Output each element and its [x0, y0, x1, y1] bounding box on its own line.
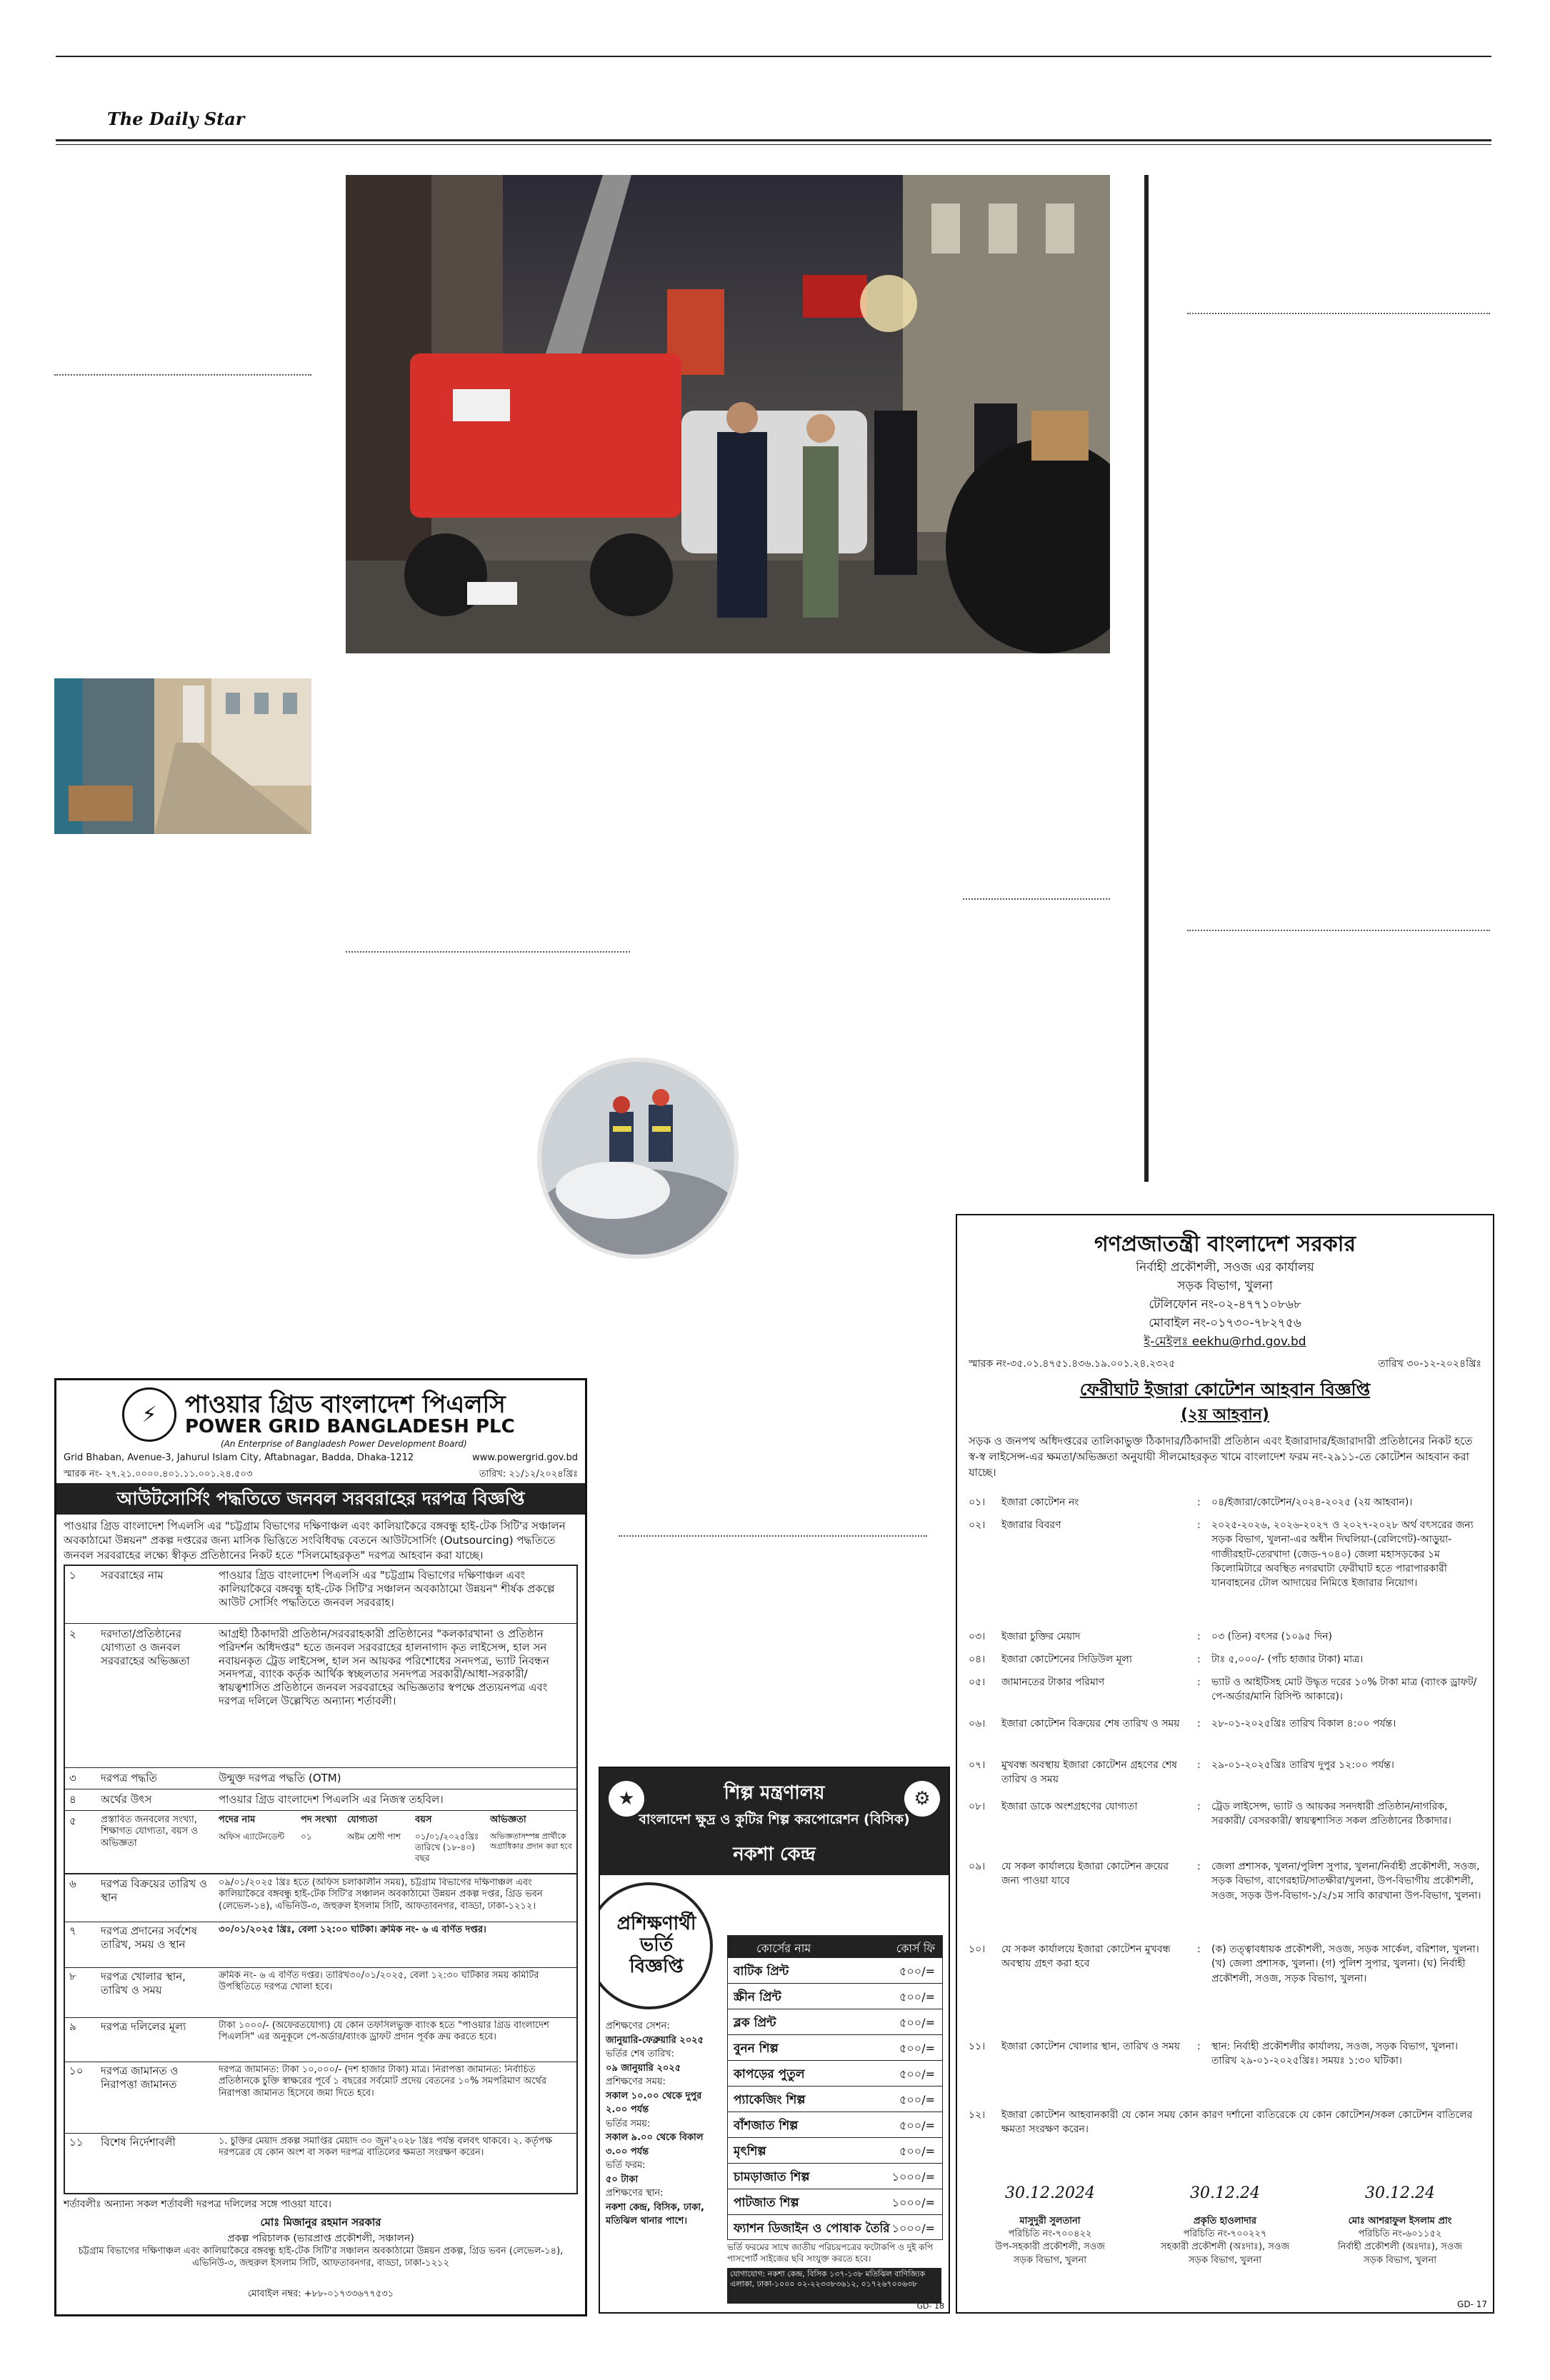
course-name: মৃৎশিল্প [734, 2144, 766, 2159]
powergrid-row-3-value: উন্মুক্ত দরপত্র পদ্ধতি (OTM) [219, 1772, 341, 1784]
powergrid-address: Grid Bhaban, Avenue-3, Jahurul Islam City, Aftabnagar, Badda, Dhaka-1212 [64, 1452, 414, 1463]
signature-id: পরিচিতি নং-৭০০২২৭ [1183, 2229, 1267, 2240]
bscic-note-line: ভর্তির সময়: [606, 2118, 651, 2129]
rhd-item-key: যে সকল কার্যালয়ে ইজারা কোটেশন মুখবন্ধ অবস্থায় গ্রহণ করা হবে [1001, 1944, 1171, 1970]
bscic-col-course: কোর্সের নাম [756, 1942, 811, 1955]
signature-scrawl: 30.12.24 [1365, 2184, 1435, 2202]
bscic-note-line: জানুয়ারি-ফেব্রুয়ারি ২০২৫ [606, 2034, 704, 2046]
signature-name: প্রকৃতি হাওলাদার [1193, 2216, 1257, 2226]
course-row [728, 2163, 942, 2189]
rhd-item-number: ০৪। [969, 1654, 986, 1665]
rhd-item [969, 1942, 1481, 2035]
staff-header-experience: অভিজ্ঞতা [490, 1814, 526, 1825]
powergrid-logo: ⚡ [122, 1387, 176, 1442]
rhd-item-number: ০৩। [969, 1631, 986, 1642]
staff-experience: অভিজ্ঞতাসম্পন্ন প্রার্থীকে অগ্রাধিকার প্রদান করা হবে [490, 1832, 572, 1851]
staff-header-post: পদের নাম [219, 1814, 256, 1825]
rhd-notice-title [957, 1377, 1493, 1405]
powergrid-table-1 [64, 1565, 578, 1874]
course-fee: ৫০০/= [899, 2093, 935, 2107]
course-name: স্ক্রীন প্রিন্ট [734, 1990, 781, 2004]
powergrid-row-1-num: ১ [69, 1569, 76, 1582]
course-name: চামড়াজাত শিল্প [734, 2170, 810, 2184]
powergrid-row-1-value: পাওয়ার গ্রিড বাংলাদেশ পিএলসি এর "চট্টগ্রাম বিভাগের দক্ষিণাঞ্চল এবং কালিয়াকৈরে বঙ্গবন্ধু হাই-টেক সিটি'র সঞ্চালন অবকাঠামো উন্নয়ন" শীর্ষক প্রকল্পে আউট সোর্সিং পদ্ধতিতে জনবল সরবরাহ। [219, 1569, 555, 1609]
rhd-item-colon: : [1197, 1631, 1201, 1642]
bscic-logo: ⚙ [904, 1781, 940, 1817]
rhd-intro: সড়ক ও জনপথ অধিদপ্তরের তালিকাভুক্ত ঠিকাদার/ঠিকাদারী প্রতিষ্ঠান এবং ইজারাদার/ইজারাদারী প্রতিষ্ঠানের নিকট হতে স্ব-স্ব লাইসেন্স-এর ক্ষমতা/অভিজ্ঞতা অনুযায়ী সীলমোহরকৃত খামে বাংলাদেশ ফরম নং-২৯১১-তে কোটেশন আহবান করা যাচ্ছে। [969, 1435, 1473, 1479]
staff-header-count: পদ সংখ্যা [301, 1814, 337, 1825]
signature-office: সড়ক বিভাগ, খুলনা [1013, 2254, 1087, 2266]
separator-mid [963, 898, 1110, 900]
bscic-course-table [727, 1935, 943, 2240]
powergrid-table-2 [64, 1873, 578, 2194]
signature-role: নির্বাহী প্রকৌশলী (অঃদাঃ), সওজ [1337, 2241, 1463, 2253]
street-photo [54, 678, 311, 834]
street-photo-image [54, 678, 311, 834]
bscic-govt-logo: ★ [609, 1781, 644, 1817]
bscic-corp: বাংলাদেশ ক্ষুদ্র ও কুটির শিল্প করপোরেশন (বিসিক) [639, 1812, 910, 1827]
rhd-signature-block [964, 2172, 1136, 2267]
rhd-code: GD- 17 [1457, 2299, 1487, 2309]
powergrid-row-11-value: ১. চুক্তির মেয়াদ প্রকল্প সমাপ্তির মেয়াদ ৩০ জুন'২০২৮ খ্রিঃ পর্যন্ত বলবৎ থাকবে। ২. কর্তৃপক্ষ দরপত্রের যে কোন অংশ বা সকল দরপত্র বাতিলের ক্ষমতা সংরক্ষণ করেন। [219, 2136, 553, 2159]
rhd-item-value: ট্রেড লাইসেন্স, ভ্যাট ও আয়কর সনদধারী প্রতিষ্ঠান/নাগরিক, সরকারী/ বেসরকারী/ স্বায়ত্বশাসিত সকল প্রতিষ্ঠানের ঠিকাদার। [1211, 1801, 1451, 1827]
rhd-item [969, 1630, 1481, 1648]
powergrid-name-bn: পাওয়ার গ্রিড বাংলাদেশ পিএলসি [185, 1390, 506, 1419]
rhd-item [969, 1652, 1481, 1671]
rhd-item-value: টাঃ ৫,০০০/- (পাঁচ হাজার টাকা) মাত্র। [1211, 1654, 1364, 1665]
rhd-item-value: ভ্যাট ও আইটিসহ মোট উদ্ধৃত দরের ১০% টাকা মাত্র (ব্যাংক ড্রাফট/পে-অর্ডার/মানি রিসিপ্ট আকারে)। [1211, 1677, 1477, 1703]
course-fee: ৫০০/= [899, 2067, 935, 2081]
staff-post: অফিস এ্যাটেনডেন্ট [219, 1832, 285, 1842]
powergrid-row-8-value: ক্রমিক নং- ৬ এ বর্ণিত দপ্তর। তারিখ৩০/০১/২০২৫, বেলা ১২:৩০ ঘটিকার সময় কমিটির উপস্থিতিতে দরপত্র খোলা হবে। [219, 1970, 539, 1993]
rhd-item-key: জামানতের টাকার পরিমাণ [1001, 1677, 1105, 1688]
course-fee: ৫০০/= [899, 1990, 935, 2004]
powergrid-tagline: (An Enterprise of Bangladesh Power Development Board) [221, 1439, 467, 1449]
bscic-code: GD- 18 [916, 2301, 944, 2311]
course-name: প্যাকেজিং শিল্প [734, 2093, 806, 2107]
bscic-note-line: প্রশিক্ষণের সেশন: [606, 2021, 670, 2032]
powergrid-ad [54, 1378, 587, 2316]
rhd-item-number: ১১। [969, 2041, 986, 2052]
divider [65, 1623, 576, 1624]
course-row [728, 2086, 942, 2112]
powergrid-sign-phone: মোবাইল নম্বর: +৮৮-০১৭৩৩৬৭৭৫৩১ [247, 2289, 394, 2299]
course-fee: ১০০০/= [891, 2196, 935, 2209]
rhd-item [969, 1675, 1481, 1712]
signature-office: সড়ক বিভাগ, খুলনা [1188, 2254, 1262, 2266]
rhd-item-key: ইজারা কোটেশনের সিডিউল মূল্য [1001, 1654, 1132, 1665]
powergrid-footnote: শর্তাবলীঃ অন্যান্য সকল শর্তাবলী দরপত্র দলিলের সঙ্গে পাওয়া যাবে। [64, 2199, 331, 2210]
course-fee: ১০০০/= [891, 2221, 935, 2235]
rhd-item-colon: : [1197, 1801, 1201, 1812]
bscic-table-head [728, 1936, 942, 1957]
course-fee: ৫০০/= [899, 1964, 935, 1978]
masthead-rule-2 [56, 144, 1491, 145]
bscic-note-line: ভর্তি ফরম: [606, 2160, 646, 2171]
rhd-item-number: ১০। [969, 1944, 986, 1955]
signature-scrawl: 30.12.24 [1190, 2184, 1260, 2202]
course-fee: ১০০০/= [891, 2170, 935, 2184]
powergrid-row-7-value: ৩০/০১/২০২৫ খ্রিঃ, বেলা ১২:০০ ঘটিকা। ক্রমিক নং- ৬ এ বর্ণিত দপ্তর। [219, 1924, 486, 1935]
rhd-item-value: (ক) তত্ত্বাবধায়ক প্রকৌশলী, সওজ, সড়ক সার্কেল, বরিশাল, খুলনা। (খ) জেলা প্রশাসক, খুলনা। (গ) পুলিশ সুপার, খুলনা। (ঘ) নির্বাহী প্রকৌশলী, সওজ, সড়ক বিভাগ, খুলনা। [1211, 1944, 1479, 1984]
signature-office: সড়ক বিভাগ, খুলনা [1363, 2254, 1437, 2266]
separator-right-1 [1187, 313, 1490, 314]
powergrid-name-en: POWER GRID BANGLADESH PLC [185, 1416, 515, 1437]
rhd-line-5: ই-মেইলঃ eekhu@rhd.gov.bd [1144, 1335, 1306, 1349]
powergrid-row-8-label: দরপত্র খোলার স্থান, তারিখ ও সময় [101, 1970, 186, 1997]
rhd-item-number: ০৫। [969, 1677, 986, 1688]
rhd-memo: স্মারক নং-৩৫.০১.৪৭৫১.৪৩৬.১৯.০০১.২৪.২৩২৫ [969, 1358, 1176, 1370]
masthead-logo: The Daily Star [107, 109, 245, 129]
separator-left [54, 374, 311, 376]
signature-name: মাসুদুরী সুলতানা [1019, 2216, 1081, 2226]
course-row [728, 2060, 942, 2087]
rhd-item-colon: : [1197, 1944, 1201, 1955]
staff-header-age: বয়স [415, 1814, 432, 1825]
powergrid-row-4-value: পাওয়ার গ্রিড বাংলাদেশ পিএলসি এর নিজস্ব তহবিল। [219, 1793, 444, 1806]
divider [65, 1767, 576, 1768]
rhd-item-value: জেলা প্রশাসক, খুলনা/পুলিশ সুপার, খুলনা/নির্বাহী প্রকৌশলী, সওজ, সড়ক বিভাগ, বাগেরহাট/সাতক্ষীরা/খুলনা, উপ-বিভাগীয় প্রকৌশলী, সওজ, সড়ক উপ-বিভাগ-১/২/১ম সাবি কারখানা উপ-বিভাগ, খুলনা। [1211, 1861, 1481, 1902]
powergrid-row-10-value: দরপত্র জামানত: টাকা ১০,০০০/- (দশ হাজার টাকা) মাত্র। নিরাপত্তা জামানত: নির্বাচিত প্রতিষ্ঠানকে চুক্তি স্বাক্ষরের পূর্বে ১ বছরের সর্বমোট প্রদেয় বেতনের ১০% সমপরিমাণ অর্থের নিরাপত্তা জামানত হিসেবে জমা দিতে হবে। [219, 2064, 546, 2099]
separator-ad-gap [619, 1535, 927, 1537]
powergrid-row-10-num: ১০ [69, 2064, 84, 2077]
rhd-item-colon: : [1197, 1718, 1201, 1729]
course-row [728, 2034, 942, 2061]
powergrid-row-6-value: ০৯/০১/২০২৫ খ্রিঃ হতে (অফিস চলাকালীন সময়), চট্টগ্রাম বিভাগের দক্ষিণাঞ্চল এবং কালিয়াকৈরে বঙ্গবন্ধু হাই-টেক সিটি'র সঞ্চালন অবকাঠামো উন্নয়ন প্রকল্প দপ্তর, গ্রিড ভবন (লেভেল-১৪), এভিনিউ-৩, জহুরুল ইসলাম সিটি, আফতাবনগর, বাড্ডা, ঢাকা-১২১২। [219, 1877, 543, 1912]
rhd-notice-sub-text: (২য় আহবান) [1180, 1406, 1269, 1424]
bscic-badge-text: প্রশিক্ষণার্থী ভর্তি বিজ্ঞপ্তি [616, 1913, 696, 1977]
rhd-item [969, 1518, 1481, 1625]
separator-right-2 [1187, 930, 1490, 931]
signature-scrawl: 30.12.2024 [1005, 2184, 1095, 2202]
rhd-item-key: ইজারা কোটেশন নং [1001, 1497, 1079, 1508]
rhd-item-value: ২৯-০১-২০২৫খ্রিঃ তারিখ দুপুর ১২:০০ পর্যন্ত। [1211, 1759, 1394, 1771]
rhd-item [969, 1495, 1481, 1514]
bscic-contact: যোগাযোগ: নকশা কেন্দ্র, বিসিক ১৩৭-১৩৮ মতিঝিল বাণিজ্যিক এলাকা, ঢাকা-১০০০ ০২-২২৩৩৮৩৬১২, ০১৭২৬৭০০৬৩৮ [727, 2268, 941, 2304]
powergrid-row-4-num: ৪ [69, 1793, 76, 1806]
rhd-item-key: ইজারা চুক্তির মেয়াদ [1001, 1631, 1081, 1642]
bscic-ad [599, 1767, 950, 2314]
rhd-item-value: ২০২৫-২০২৬, ২০২৬-২০২৭ ও ২০২৭-২০২৮ অর্থ বৎসরের জন্য সড়ক বিভাগ, খুলনা-এর অধীন দিঘলিয়া-(রেলিগেট)-আড়ুয়া-গাজীরহাট-তেরখাদা (জেড-৭০৪০) জেলা মহাসড়কের ১ম কিলোমিটারে অবস্থিত নগরঘাটা ফেরীঘাট হতে পারাপারকারী যানবাহনের টোল আদায়ের নিমিত্তে ইজারার নিয়োগ। [1211, 1520, 1474, 1590]
rhd-item-number: ১২। [969, 2109, 986, 2121]
rhd-notice-title-text: ফেরীঘাট ইজারা কোটেশন আহবান বিজ্ঞপ্তি [1079, 1380, 1371, 1400]
powergrid-row-8-num: ৮ [69, 1970, 76, 1983]
course-fee: ৫০০/= [899, 2144, 935, 2158]
rhd-item [969, 1758, 1481, 1795]
rhd-line-3: টেলিফোন নং-০২-৪৭৭১০৮৬৮ [1149, 1297, 1301, 1312]
rhd-item-colon: : [1197, 1677, 1201, 1688]
rhd-item-value: স্থান: নির্বাহী প্রকৌশলীর কার্যালয়, সওজ, সড়ক বিভাগ, খুলনা। তারিখ ২৯-০১-২০২৫খ্রিঃ। সময়ঃ ১:৩০ ঘটিকা। [1211, 2041, 1459, 2067]
bscic-col-fee: কোর্স ফি [896, 1942, 935, 1955]
bscic-left-notes [606, 2019, 720, 2229]
powergrid-row-9-value: টাকা ১০০০/- (অফেরতযোগ্য) যে কোন তফসিলভুক্ত ব্যাংক হতে "পাওয়ার গ্রিড বাংলাদেশ পিএলসি" এর অনুকূলে পে-অর্ডার/ব্যাংক ড্রাফট প্রদান পূর্বক ক্রয় করতে হবে। [219, 2020, 549, 2043]
course-name: কাপড়ের পুতুল [734, 2067, 805, 2082]
rhd-item-value: ০৪/ইজারা/কোটেশন/২০২৪-২০২৫ (২য় আহবান)। [1211, 1497, 1413, 1508]
rhd-item-key: ইজারা ডাকে অংশগ্রহণের যোগ্যতা [1001, 1801, 1138, 1812]
rhd-signature-block [1139, 2172, 1311, 2267]
rhd-item [969, 1799, 1481, 1855]
powergrid-row-3-num: ৩ [69, 1772, 76, 1784]
rhd-item-number: ০২। [969, 1520, 986, 1531]
powergrid-row-2-num: ২ [69, 1627, 76, 1640]
course-name: বাটিক প্রিন্ট [734, 1964, 789, 1979]
firefighter-photo-image [541, 1062, 734, 1255]
signature-id: পরিচিতি নং-৬০১১৫২ [1358, 2229, 1442, 2240]
rhd-notice-sub [957, 1402, 1493, 1429]
staff-qualification: অষ্টম শ্রেণী পাশ [347, 1832, 401, 1842]
course-fee: ৫০০/= [899, 2016, 935, 2029]
bscic-center: নকশা কেন্দ্র [733, 1844, 816, 1865]
course-name: পাটজাত শিল্প [734, 2196, 799, 2210]
staff-count: ০১ [301, 1832, 312, 1842]
rhd-item [969, 2039, 1481, 2104]
rhd-item-key: ইজারা কোটেশন খোলার স্থান, তারিখ ও সময় [1001, 2041, 1181, 2052]
powergrid-intro: পাওয়ার গ্রিড বাংলাদেশ পিএলসি এর "চট্টগ্রাম বিভাগের দক্ষিণাঞ্চল এবং কালিয়াকৈরে বঙ্গবন্ধু হাই-টেক সিটি'র সঞ্চালন অবকাঠামো উন্নয়ন" প্রকল্প দপ্তরের জন্য মাসিক ভিত্তিতে সংবিধিবদ্ধ বেতনে আউটসোর্সিং (Outsourcing) পদ্ধতিতে জনবল সরবরাহের লক্ষ্যে স্বীকৃত প্রতিষ্ঠানের নিকট হতে "সিলমোহরকৃত" দরপত্র আহবান করা যাচ্ছে। [64, 1520, 566, 1562]
staff-age: ০১/০১/২০২৫খ্রিঃ তারিখে (১৮-৪০) বছর [415, 1832, 479, 1863]
powergrid-sign-name: মোঃ মিজানুর রহমান সরকার [260, 2216, 381, 2229]
column-rule [1144, 175, 1149, 1182]
rhd-item-value: ০৩ (তিন) বৎসর (১০৯৫ দিন) [1211, 1631, 1333, 1642]
course-name: ফ্যাশন ডিজাইন ও পোষাক তৈরি [734, 2221, 890, 2236]
rhd-item-colon: : [1197, 1861, 1201, 1872]
divider [65, 1810, 576, 1811]
powergrid-row-6-num: ৬ [69, 1877, 76, 1890]
powergrid-row-2-value: আগ্রহী ঠিকাদারী প্রতিষ্ঠান/সরবরাহকারী প্রতিষ্ঠানের "কলকারখানা ও প্রতিষ্ঠান পরিদর্শন অধিদপ্তর" হতে জনবল সরবরাহের হালনাগাদ কৃত লাইসেন্স, হাল সন নবায়নকৃত ট্রেড লাইসেন্স, হাল সন আয়কর পরিশোধের সনদপত্র, ভ্যাট নিবন্ধন সনদপত্র, ব্যাংক কর্তৃক আর্থিক স্বচ্ছলতার সনদপত্র সরকারী/আধা-সরকারী/স্বায়ত্বশাসিত প্রতিষ্ঠানে জনবল সরবরাহের অভিজ্ঞতার স্বপক্ষে প্রত্যয়নপত্র এবং দরপত্র দলিলে উল্লেখিত অন্যান্য শর্তাবলী। [219, 1627, 549, 1707]
main-photo [346, 175, 1110, 653]
rhd-signatures [957, 2172, 1493, 2301]
powergrid-row-4-label: অর্থের উৎস [101, 1793, 152, 1806]
signature-id: পরিচিতি নং-৭০০৪২২ [1008, 2229, 1092, 2240]
top-rule [56, 56, 1491, 57]
powergrid-row-5-label: প্রস্তাবিত জনবলের সংখ্যা, শিক্ষাগত যোগ্যতা, বয়স ও অভিজ্ঞতা [101, 1814, 198, 1849]
rhd-line-4: মোবাইল নং-০১৭৩০-৭৮২৭৫৬ [1149, 1316, 1301, 1330]
rhd-item-colon: : [1197, 1497, 1201, 1508]
bscic-note-line: ৫০ টাকা [606, 2174, 639, 2185]
bscic-header [600, 1768, 949, 1875]
signature-role: উপ-সহকারী প্রকৌশলী, সওজ [995, 2241, 1105, 2253]
bscic-note: ভর্তি ফরমের সাথে জাতীয় পরিচয়পত্রের ফটোকপি ও দুই কপি পাসপোর্ট সাইজের ছবি সংযুক্ত করতে হবে। [727, 2242, 934, 2264]
rhd-item-value: ২৮-০১-২০২৫খ্রিঃ তারিখ বিকাল ৪:০০ পর্যন্ত। [1211, 1718, 1396, 1729]
powergrid-row-10-label: দরপত্র জামানত ও নিরাপত্তা জামানত [101, 2064, 179, 2091]
rhd-item-colon: : [1197, 1759, 1201, 1771]
course-row [728, 1957, 942, 1984]
rhd-item [969, 1717, 1481, 1754]
powergrid-title: আউটসোর্সিং পদ্ধতিতে জনবল সরবরাহের দরপত্র বিজ্ঞপ্তি [56, 1483, 585, 1515]
rhd-item-key: ইজারার বিবরণ [1001, 1520, 1061, 1531]
rhd-ad [956, 1214, 1494, 2314]
bscic-note-line: নকশা কেন্দ্র, বিসিক, ঢাকা, মতিঝিল থানার পাশে। [606, 2201, 704, 2226]
bscic-badge [599, 1882, 713, 2009]
powergrid-row-6-label: দরপত্র বিক্রয়ের তারিখ ও স্থান [101, 1877, 207, 1904]
bscic-note-line: ০৯ জানুয়ারি ২০২৫ [606, 2062, 681, 2074]
powergrid-website: www.powergrid.gov.bd [472, 1452, 578, 1463]
course-row [728, 2214, 942, 2241]
bscic-ministry: শিল্প মন্ত্রণালয় [724, 1782, 825, 1804]
staff-header-qualification: যোগ্যতা [347, 1814, 378, 1825]
signature-name: মোঃ আশরাফুল ইসলাম প্রাং [1348, 2216, 1452, 2226]
course-row [728, 2009, 942, 2035]
powergrid-row-9-label: দরপত্র দলিলের মূল্য [101, 2020, 186, 2033]
masthead-rule-1 [56, 139, 1491, 141]
rhd-signature-block [1314, 2172, 1486, 2267]
main-photo-image [346, 175, 1110, 653]
powergrid-row-11-num: ১১ [69, 2136, 84, 2149]
course-name: বুনন শিল্প [734, 2042, 779, 2056]
bscic-note-line: সকাল ১০.০০ থেকে দুপুর ২.০০ পর্যন্ত [606, 2090, 702, 2115]
powergrid-sign-title: প্রকল্প পরিচালক (ভারপ্রাপ্ত প্রকৌশলী, সঞ্চালন) [227, 2233, 414, 2244]
divider [65, 1967, 576, 1968]
bscic-note-line: প্রশিক্ষণের সময়: [606, 2077, 666, 2087]
rhd-item-key: ইজারা কোটেশন বিক্রয়ের শেষ তারিখ ও সময় [1001, 1718, 1180, 1729]
powergrid-memo: স্মারক নং- ২৭.২১.০০০০.৪০১.১১.০০১.২৪.৫০৩ [64, 1469, 253, 1480]
powergrid-row-1-label: সরবরাহের নাম [101, 1569, 164, 1582]
rhd-line-1: নির্বাহী প্রকৌশলী, সওজ এর কার্যালয় [1136, 1260, 1314, 1275]
rhd-govt-title: গণপ্রজাতন্ত্রী বাংলাদেশ সরকার [1094, 1232, 1356, 1257]
separator-caption [346, 951, 630, 953]
divider [65, 2017, 576, 2018]
course-row [728, 1983, 942, 2009]
powergrid-row-11-label: বিশেষ নির্দেশাবলী [101, 2136, 176, 2149]
powergrid-date: তারিখ: ২১/১২/২০২৪খ্রিঃ [479, 1469, 578, 1480]
bscic-note-line: প্রশিক্ষণের স্থান: [606, 2188, 664, 2199]
rhd-item [969, 2108, 1481, 2151]
signature-role: সহকারী প্রকৌশলী (অঃদাঃ), সওজ [1160, 2241, 1290, 2253]
firefighter-photo [541, 1062, 734, 1255]
bscic-note-line: সকাল ৯.০০ থেকে বিকাল ৩.০০ পর্যন্ত [606, 2132, 704, 2157]
powergrid-row-7-label: দরপত্র প্রদানের সর্বশেষ তারিখ, সময় ও স্থান [101, 1924, 197, 1951]
rhd-item-number: ০১। [969, 1497, 986, 1508]
rhd-item-colon: : [1197, 1654, 1201, 1665]
rhd-line-2: সড়ক বিভাগ, খুলনা [1177, 1279, 1273, 1293]
divider [65, 2133, 576, 2134]
rhd-item-value: ইজারা কোটেশন আহবানকারী যে কোন সময় কোন কারণ দর্শানো ব্যতিরেকে যে কোন কোটেশন/সকল কোটেশন বাতিলের ক্ষমতা সংরক্ষণ করেন। [1001, 2109, 1473, 2136]
rhd-item-key: মুখবন্ধ অবস্থায় ইজারা কোটেশন গ্রহণের শেষ তারিখ ও সময় [1001, 1759, 1177, 1786]
rhd-date: তারিখ ৩০-১২-২০২৪খ্রিঃ [1378, 1358, 1481, 1370]
rhd-item-number: ০৭। [969, 1759, 986, 1771]
course-row [728, 2189, 942, 2215]
powergrid-row-9-num: ৯ [69, 2020, 76, 2033]
course-name: বাঁশজাত শিল্প [734, 2119, 799, 2133]
powergrid-row-3-label: দরপত্র পদ্ধতি [101, 1772, 157, 1784]
rhd-item-colon: : [1197, 1520, 1201, 1531]
powergrid-sign-office: চট্টগ্রাম বিভাগের দক্ষিণাঞ্চল এবং কালিয়াকৈরে বঙ্গবন্ধু হাই-টেক সিটি'র সঞ্চালন অবকাঠামো উন্নয়ন প্রকল্প, গ্রিড ভবন (লেভেল-১৪), এভিনিউ-৩, জহুরুল ইসলাম সিটি, আফতাবনগর, বাড্ডা, ঢাকা-১২১২ [78, 2246, 564, 2269]
rhd-item-number: ০৬। [969, 1718, 986, 1729]
course-row [728, 2112, 942, 2138]
course-fee: ৫০০/= [899, 2042, 935, 2055]
rhd-item-key: যে সকল কার্যালয়ে ইজারা কোটেশন ক্রয়ের জন্য পাওয়া যাবে [1001, 1861, 1169, 1887]
rhd-item [969, 1859, 1481, 1938]
rhd-item-colon: : [1197, 2041, 1201, 2052]
powergrid-row-2-label: দরদাতা/প্রতিষ্ঠানের যোগ্যতা ও জনবল সরবরাহের অভিজ্ঞতা [101, 1627, 190, 1667]
course-fee: ৫০০/= [899, 2119, 935, 2132]
course-row [728, 2137, 942, 2164]
rhd-item-number: ০৮। [969, 1801, 986, 1812]
powergrid-row-5-num: ৫ [69, 1814, 76, 1827]
powergrid-row-7-num: ৭ [69, 1924, 76, 1937]
course-name: ব্লক প্রিন্ট [734, 2016, 776, 2030]
rhd-item-number: ০৯। [969, 1861, 986, 1872]
bscic-note-line: ভর্তির শেষ তারিখ: [606, 2049, 675, 2059]
